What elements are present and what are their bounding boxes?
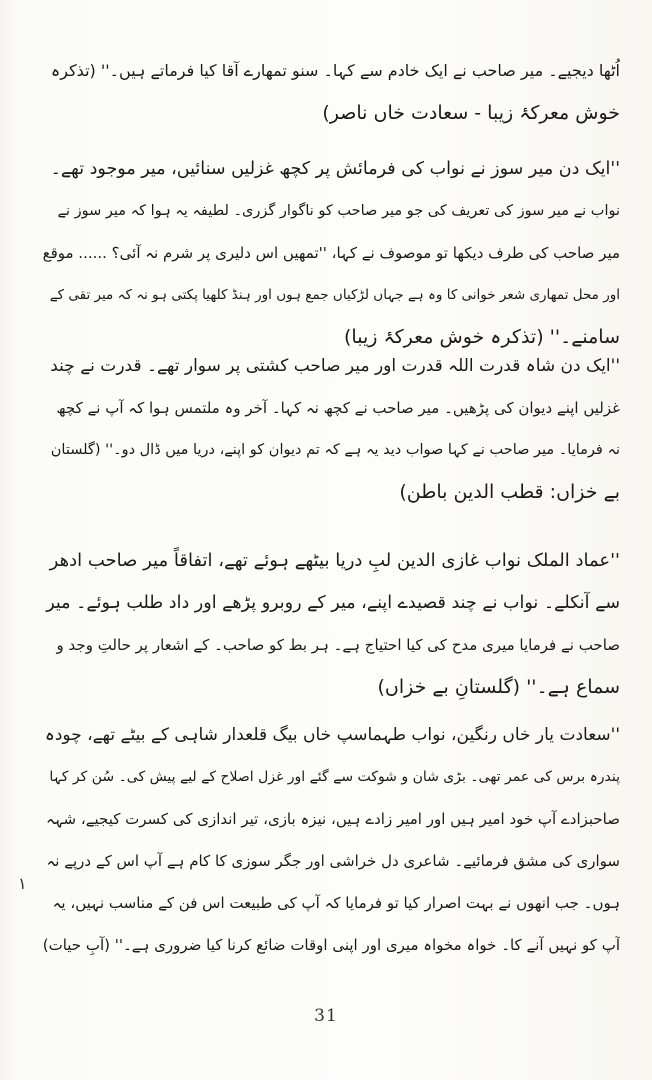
text-line: سواری کی مشق فرمائیے۔ شاعری دل خراشی اور جگر سوزی کا کام ہے آپ اس کے درپے نہ	[46, 852, 620, 870]
page-number: 31	[314, 1006, 338, 1026]
text-line: غزلیں اپنے دیوان کی پڑھیں۔ میر صاحب نے کچھ نہ کہا۔ آخر وہ ملتمس ہوا کہ آپ نے کچھ	[56, 399, 620, 417]
text-line: ''ایک دن شاہ قدرت اللہ قدرت اور میر صاحب کشتی پر سوار تھے۔ قدرت نے چند	[50, 356, 620, 376]
text-line: اور محل تمھاری شعر خوانی کا وہ ہے جہاں لڑکیاں جمع ہوں اور ہنڈ کلھیا پکتی ہو نہ کہ میر تقی کے	[49, 287, 620, 303]
paragraph-3	[42, 345, 620, 513]
text-line: ''ایک دن میر سوز نے نواب کی فرمائش پر کچھ غزلیں سنائیں، میر موجود تھے۔	[50, 159, 620, 179]
paragraph-2	[42, 148, 620, 358]
margin-mark: ١	[18, 874, 27, 893]
text-line: آپ کو نہیں آنے کا۔ خواہ مخواہ میری اور اپنی اوقات ضائع کرنا کیا ضروری ہے۔'' (آبِ حیات)	[42, 936, 620, 954]
paragraph-1	[42, 50, 620, 134]
text-line: صاحب نے فرمایا میری مدح کی کیا احتیاج ہے۔ ہر بط کو صاحب۔ کے اشعار پر حالتِ وجد و	[56, 636, 620, 654]
paragraph-5	[42, 714, 620, 966]
text-line: صاحبزادے آپ خود امیر ہیں اور امیر زادے ہیں، نیزہ بازی، تیر اندازی کی کسرت کیجیے، شہہ	[45, 810, 620, 828]
text-line: ''سعادت یار خاں رنگین، نواب طہماسپ خاں بیگ قلعدار شاہی کے بیٹے تھے، چودہ	[44, 725, 620, 745]
text-line: پندرہ برس کی عمر تھی۔ بڑی شان و شوکت سے گئے اور غزل اصلاح کے لیے پیش کی۔ سُن کر کہا	[49, 769, 620, 785]
text-line: اُٹھا دیجیے۔ میر صاحب نے ایک خادم سے کہا۔ سنو تمھارے آقا کیا فرماتے ہیں۔'' (تذکرہ	[50, 61, 620, 80]
text-line: ''عماد الملک نواب غازی الدین لبِ دریا بیٹھے ہوئے تھے، اتفاقاً میر صاحب ادھر	[49, 550, 620, 571]
text-line: نہ فرمایا۔ میر صاحب نے کہا صواب دید یہ ہے کہ تم دیوان کو اپنے، دریا میں ڈال دو۔'' (گلستان	[50, 442, 620, 458]
text-line: میر صاحب کی طرف دیکھا تو موصوف نے کہا، ''تمھیں اس دلیری پر شرم نہ آئی؟ ...... موقع	[42, 244, 620, 262]
text-line: خوش معرکۂ زیبا - سعادت خاں ناصر)	[322, 102, 620, 124]
text-line: ہوں۔ جب انھوں نے بہت اصرار کیا تو فرمایا کہ آپ کی طبیعت اس فن کے مناسب نہیں، یہ	[52, 894, 620, 912]
text-line: نواب نے میر سوز کی تعریف کی جو میر صاحب کو ناگوار گزری۔ لطیفہ یہ ہوا کہ میر سوز نے	[57, 203, 620, 219]
text-line: سامنے۔'' (تذکرہ خوش معرکۂ زیبا)	[344, 326, 620, 348]
text-line: سماع ہے۔'' (گلستانِ بے خزاں)	[377, 676, 620, 698]
text-line: بے خزاں: قطب الدین باطن)	[399, 481, 620, 503]
paragraph-4	[42, 540, 620, 708]
text-line: سے آنکلے۔ نواب نے چند قصیدے اپنے، میر کے روبرو پڑھے اور داد طلب ہوئے۔ میر	[46, 593, 620, 613]
